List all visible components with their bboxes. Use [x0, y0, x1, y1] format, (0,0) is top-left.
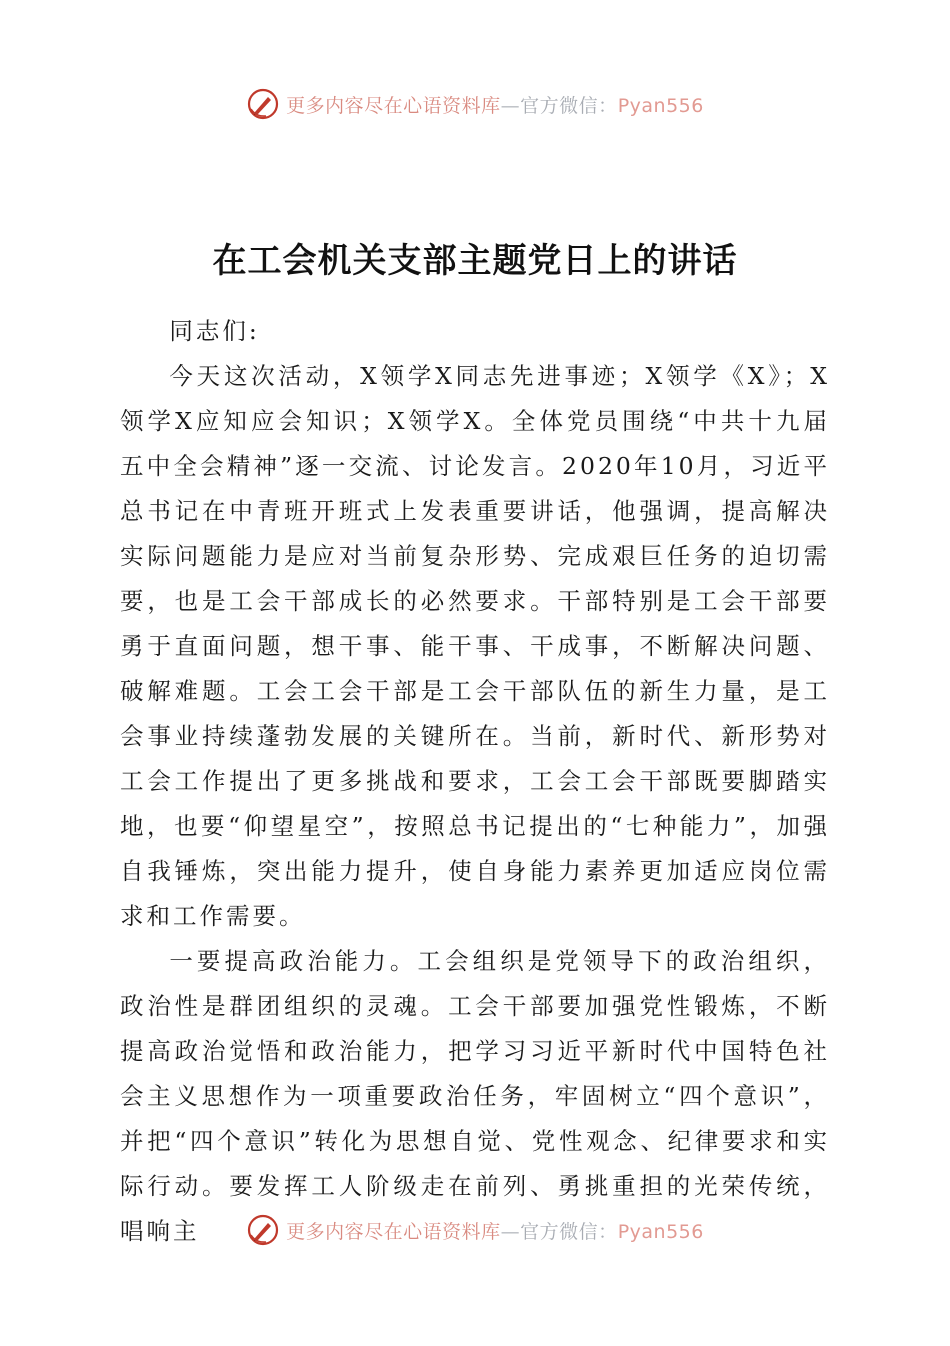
- document-body: [120, 309, 830, 1254]
- watermark-banner-top: [0, 84, 950, 124]
- body-paragraph: 今天这次活动，X领学X同志先进事迹；X领学《X》；X领学X应知应会知识；X领学X。全体党员围绕“中共十九届五中全会精神”逐一交流、讨论发言。2020年10月，习近平总书记在中青班开班式上发表重要讲话，他强调，提高解决实际问题能力是应对当前复杂形势、完成艰巨任务的迫切需要，也是工会干部成长的必然要求。干部特别是工会干部要勇于直面问题，想干事、能干事、干成事，不断解决问题、破解难题。工会工会干部是工会干部队伍的新生力量，是工会事业持续蓬勃发展的关键所在。当前，新时代、新形势对工会工作提出了更多挑战和要求，工会工会干部既要脚踏实地，也要“仰望星空”，按照总书记提出的“七种能力”，加强自我锤炼，突出能力提升，使自身能力素养更加适应岗位需求和工作需要。: [120, 362, 830, 930]
- watermark-label: 官方微信：: [520, 1220, 618, 1243]
- watermark-dash: —: [500, 94, 521, 117]
- watermark-banner-bottom: [0, 1210, 950, 1250]
- salutation: 同志们:: [169, 317, 260, 345]
- document-title: 在工会机关支部主题党日上的讲话: [212, 241, 738, 281]
- pen-circle-logo-icon: [246, 87, 280, 121]
- watermark-main-text: 更多内容尽在心语资料库: [286, 94, 501, 117]
- watermark-wechat-id: Pyan556: [617, 1220, 704, 1243]
- body-paragraph: 一要提高政治能力。工会组织是党领导下的政治组织，政治性是群团组织的灵魂。工会干部要加强党性锻炼，不断提高政治觉悟和政治能力，把学习习近平新时代中国特色社会主义思想作为一项重要政治任务，牢固树立“四个意识”，并把“四个意识”转化为思想自觉、党性观念、纪律要求和实际行动。要发挥工人阶级走在前列、勇挑重担的光荣传统，唱响主: [120, 947, 830, 1245]
- watermark-wechat-id: Pyan556: [617, 94, 704, 117]
- watermark-dash: —: [500, 1220, 521, 1243]
- pen-circle-logo-icon: [246, 1213, 280, 1247]
- watermark-main-text: 更多内容尽在心语资料库: [286, 1220, 501, 1243]
- watermark-label: 官方微信：: [520, 94, 618, 117]
